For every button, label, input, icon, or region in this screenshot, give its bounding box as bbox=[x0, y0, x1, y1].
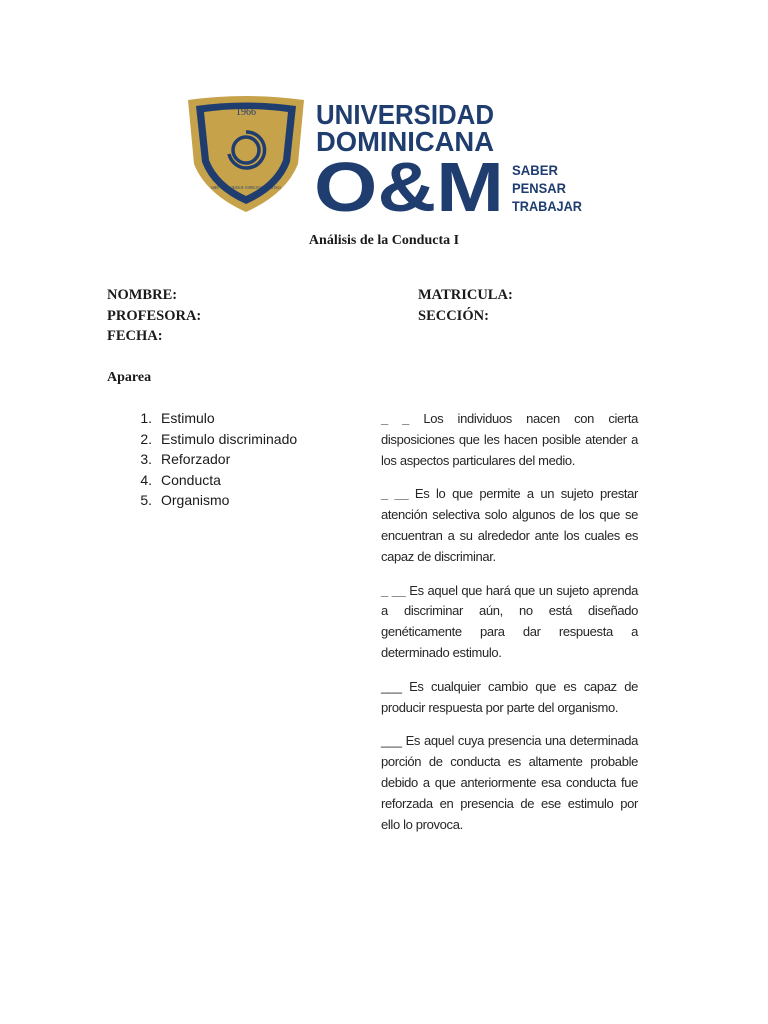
term-number: 3. bbox=[140, 451, 152, 467]
term-number: 4. bbox=[140, 471, 152, 488]
term-number: 2. bbox=[140, 430, 152, 447]
logo-line2: DOMINICANA bbox=[316, 126, 494, 157]
definition-item bbox=[381, 731, 638, 835]
shield-emblem bbox=[188, 96, 304, 212]
logo-mark: O&M bbox=[314, 148, 504, 216]
list-item bbox=[107, 490, 297, 511]
exercise-heading: Aparea bbox=[107, 370, 152, 385]
term-number: 1. bbox=[140, 410, 152, 426]
terms-list bbox=[107, 408, 297, 511]
term-text: Organismo bbox=[161, 492, 230, 508]
answer-blank[interactable]: _ __ bbox=[381, 582, 406, 598]
definition-item bbox=[381, 581, 638, 664]
profesora-label: PROFESORA: bbox=[107, 308, 202, 324]
list-item bbox=[107, 408, 297, 429]
logo-motto-2: PENSAR bbox=[512, 180, 566, 196]
term-text: Reforzador bbox=[161, 451, 231, 467]
definition-text: Es cualquier cambio que es capaz de producir respuesta por parte del organismo. bbox=[381, 678, 639, 715]
fecha-label: FECHA: bbox=[107, 328, 163, 344]
logo-line1: UNIVERSIDAD bbox=[316, 99, 494, 130]
definition-text: Es aquel cuya presencia una determinada porción de conducta es altamente probable debido a que anteriormente esa conducta fue reforzada en presencia de ese estimulo por ello lo provoca. bbox=[381, 733, 638, 832]
definition-text: Es aquel que hará que un sujeto aprenda a discriminar aún, no está diseñado genéticamente para dar respuesta a determinado estimulo. bbox=[381, 582, 638, 660]
answer-blank[interactable]: _ _ bbox=[381, 411, 410, 426]
term-number: 5. bbox=[140, 492, 152, 508]
university-logo bbox=[186, 94, 586, 216]
definitions-column bbox=[381, 409, 638, 847]
definition-item bbox=[381, 484, 638, 567]
term-text: Conducta bbox=[161, 471, 221, 488]
definition-item bbox=[381, 677, 638, 719]
nombre-label: NOMBRE: bbox=[107, 287, 178, 303]
seccion-label: SECCIÓN: bbox=[418, 308, 489, 324]
list-item bbox=[107, 429, 297, 450]
definition-text: Es lo que permite a un sujeto prestar atención selectiva solo algunos de los que se encuentran a su alrededor ante los cuales es capaz de discriminar. bbox=[381, 486, 638, 564]
term-text: Estimulo bbox=[161, 410, 215, 426]
definition-text: Los individuos nacen con cierta disposiciones que les hacen posible atender a los aspectos particulares del medio. bbox=[381, 411, 639, 468]
shield-motto: SABER · PENSAR · TRABAJAR · DOMINICANA POR EXCELENCIA bbox=[211, 185, 282, 190]
list-item bbox=[107, 449, 297, 470]
document-title: Análisis de la Conducta I bbox=[308, 233, 460, 248]
logo-motto-1: SABER bbox=[512, 162, 558, 178]
answer-blank[interactable]: ___ bbox=[381, 733, 402, 749]
definition-item bbox=[381, 409, 638, 471]
term-text: Estimulo discriminado bbox=[161, 430, 298, 447]
shield-year: 1966 bbox=[236, 107, 256, 118]
matricula-label: MATRICULA: bbox=[418, 287, 513, 303]
answer-blank[interactable]: _ __ bbox=[381, 486, 409, 502]
answer-blank[interactable]: ___ bbox=[381, 678, 402, 694]
logo-motto-3: TRABAJAR bbox=[512, 198, 582, 214]
list-item bbox=[107, 470, 297, 491]
